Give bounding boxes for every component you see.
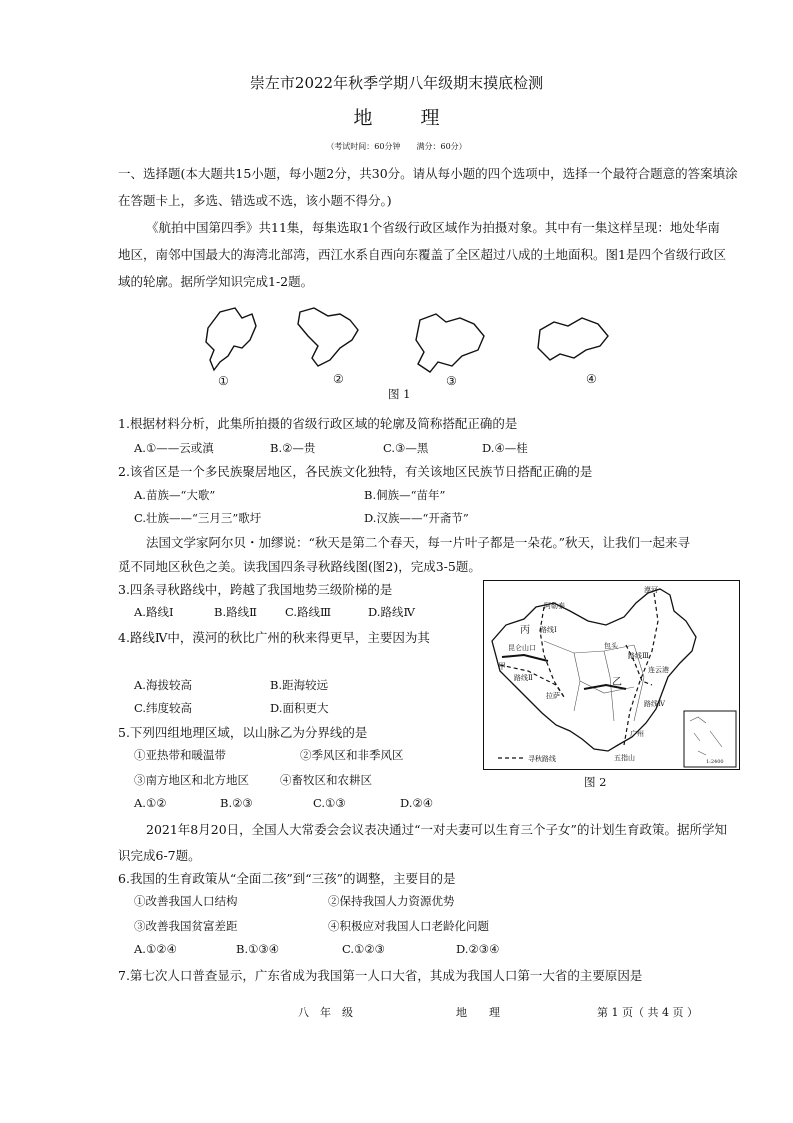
q2-option-c[interactable]: C.壮族——“三月三”歌圩 xyxy=(134,511,262,525)
q6-item-4: ④积极应对我国人口老龄化问题 xyxy=(328,919,489,933)
q6-stem: 6.我国的生育政策从“全面二孩”到“三孩”的调整，主要目的是 xyxy=(118,871,456,886)
q2-option-d[interactable]: D.汉族——“开斋节” xyxy=(364,511,469,525)
label-guangzhou: 广州 xyxy=(630,730,644,738)
q3-stem: 3.四条寻秋路线中，跨越了我国地势三级阶梯的是 xyxy=(118,582,393,597)
q4-option-c[interactable]: C.纬度较高 xyxy=(134,701,193,715)
province-outline-2 xyxy=(298,308,358,366)
q3-option-b[interactable]: B.路线Ⅱ xyxy=(214,605,257,619)
label-jia: 甲 xyxy=(498,662,506,671)
passage3-line2: 识完成6-7题。 xyxy=(118,848,201,863)
q5-stem: 5.下列四组地理区域，以山脉乙为分界线的是 xyxy=(118,725,368,740)
passage2-line1: 法国文学家阿尔贝・加缪说：“秋天是第二个春天，每一片叶子都是一朵花。”秋天，让我们一起来寻 xyxy=(146,535,691,550)
q5-option-a[interactable]: A.①② xyxy=(134,796,167,810)
figure1-label-3: ③ xyxy=(446,374,457,388)
passage3-line1: 2021年8月20日，全国人大常委会会议表决通过“一对夫妻可以生育三个子女”的计划生育政策。据所学知 xyxy=(146,822,727,837)
province-outline-3 xyxy=(416,314,484,372)
q2-option-a[interactable]: A.苗族—“大歌” xyxy=(134,488,216,502)
label-route1: 路线Ⅰ xyxy=(540,626,557,634)
footer-subject: 地 理 xyxy=(456,1006,500,1019)
label-mohe: 漠河 xyxy=(644,586,658,594)
footer-page: 第 1 页（ 共 4 页 ） xyxy=(597,1006,698,1019)
label-lasa: 拉萨 xyxy=(546,692,560,700)
label-route2: 路线Ⅱ xyxy=(514,674,533,682)
q6-item-1: ①改善我国人口结构 xyxy=(134,894,238,908)
label-baotou: 包头 xyxy=(604,642,618,650)
passage2-line2: 觅不同地区秋色之美。读我国四条寻秋路线图(图2)，完成3-5题。 xyxy=(118,559,481,574)
province-outline-4 xyxy=(538,318,608,360)
label-route3: 路线Ⅲ xyxy=(628,652,649,660)
q2-stem: 2.该省区是一个多民族聚居地区，各民族文化独特，有关该地区民族节日搭配正确的是 xyxy=(118,464,593,479)
section-instructions-line1: 一、选择题(本大题共15小题，每小题2分，共30分。请从每小题的四个选项中，选择一个最符合题意的答案填涂 xyxy=(118,166,738,181)
q4-stem: 4.路线Ⅳ中，漠河的秋比广州的秋来得更早，主要因为其 xyxy=(118,630,430,645)
figure1-outlines xyxy=(190,300,620,400)
label-bing: 丙 xyxy=(520,625,530,636)
figure1-label-4: ④ xyxy=(586,372,597,386)
q6-option-b[interactable]: B.①③④ xyxy=(236,942,280,956)
inset-scale: 1:2400 xyxy=(706,759,724,765)
mountain-jia xyxy=(502,655,548,661)
q5-item-4: ④畜牧区和农耕区 xyxy=(280,773,372,787)
figure1 xyxy=(190,300,620,400)
label-aletai: 阿勒泰 xyxy=(544,602,565,610)
label-route4: 路线Ⅳ xyxy=(644,700,665,708)
section-instructions-line2: 在答题卡上，多选、错选或不选，该小题不得分。) xyxy=(118,193,392,208)
q6-item-2: ②保持我国人力资源优势 xyxy=(328,894,455,908)
q4-option-a[interactable]: A.海拔较高 xyxy=(134,678,192,692)
q6-item-3: ③改善我国贫富差距 xyxy=(134,919,238,933)
label-kunlun: 昆仑山口 xyxy=(508,644,536,652)
exam-title: 崇左市2022年秋季学期八年级期末摸底检测 xyxy=(249,74,544,92)
q1-option-c[interactable]: C.③—黑 xyxy=(383,441,429,455)
q6-option-c[interactable]: C.①②③ xyxy=(342,942,385,956)
label-yi: 乙 xyxy=(612,677,622,688)
q5-option-d[interactable]: D.②④ xyxy=(400,796,434,810)
q4-option-b[interactable]: B.距海较远 xyxy=(270,678,329,692)
figure1-label-1: ① xyxy=(218,374,229,388)
q2-option-b[interactable]: B.侗族—“苗年” xyxy=(364,488,446,502)
passage1-line2: 地区，南邻中国最大的海湾北部湾，西江水系自西向东覆盖了全区超过八成的土地面积。图1是四个省级行政区 xyxy=(118,247,726,262)
figure1-caption: 图 1 xyxy=(388,387,411,401)
footer-grade: 八 年 级 xyxy=(298,1006,353,1019)
q5-option-c[interactable]: C.①③ xyxy=(313,796,346,810)
q5-item-2: ②季风区和非季风区 xyxy=(300,748,404,762)
q5-item-1: ①亚热带和暖温带 xyxy=(134,748,226,762)
passage1-line1: 《航拍中国第四季》共11集，每集选取1个省级行政区域作为拍摄对象。其中有一集这样呈现：地处华南 xyxy=(146,220,720,235)
q4-option-d[interactable]: D.面积更大 xyxy=(270,701,329,715)
route-1 xyxy=(540,607,564,697)
q3-option-d[interactable]: D.路线Ⅳ xyxy=(368,605,415,619)
q3-option-c[interactable]: C.路线Ⅲ xyxy=(285,605,332,619)
province-outline-1 xyxy=(206,308,256,370)
q5-option-b[interactable]: B.②③ xyxy=(220,796,253,810)
q6-option-d[interactable]: D.②③④ xyxy=(456,942,500,956)
figure1-label-2: ② xyxy=(333,372,344,386)
exam-info: （考试时间：60分钟 满分：60分） xyxy=(326,142,467,151)
passage1-line3: 域的轮廓。据所学知识完成1-2题。 xyxy=(118,274,314,289)
legend-label: 寻秋路线 xyxy=(528,755,556,763)
label-wuzhishan: 五指山 xyxy=(614,754,635,762)
q1-stem: 1.根据材料分析，此集所拍摄的省级行政区域的轮廓及简称搭配正确的是 xyxy=(118,416,518,431)
q3-option-a[interactable]: A.路线Ⅰ xyxy=(134,605,174,619)
q1-option-a[interactable]: A.①——云或滇 xyxy=(134,441,214,455)
label-lianyungang: 连云港 xyxy=(648,666,669,674)
q1-option-d[interactable]: D.④—桂 xyxy=(482,441,528,455)
figure2-map xyxy=(483,580,740,770)
figure2-caption: 图 2 xyxy=(584,775,607,789)
q6-option-a[interactable]: A.①②④ xyxy=(134,942,177,956)
subject-title: 地理 xyxy=(353,107,488,129)
q1-option-b[interactable]: B.②—贵 xyxy=(270,441,316,455)
q7-stem: 7.第七次人口普查显示，广东省成为我国第一人口大省，其成为我国人口第一大省的主要原因是 xyxy=(118,968,643,983)
q5-item-3: ③南方地区和北方地区 xyxy=(134,773,249,787)
